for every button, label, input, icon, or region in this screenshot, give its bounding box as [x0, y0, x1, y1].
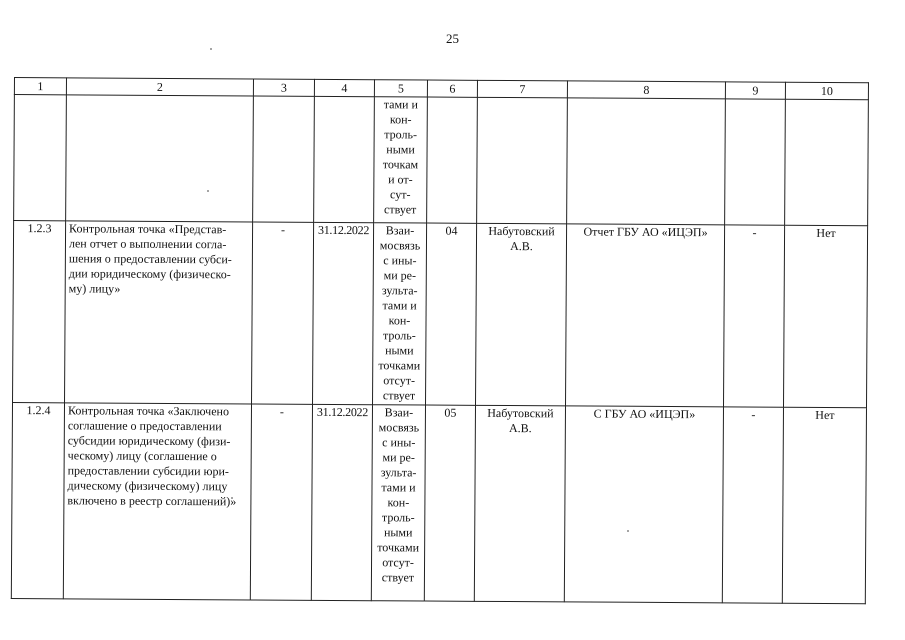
table-cell: [14, 95, 67, 221]
table-cell: [477, 97, 568, 224]
document-cell: Отчет ГБУ АО «ИЦЭП»: [566, 224, 725, 407]
column-header: 10: [785, 82, 868, 100]
control-point-description: Контрольная точка «Заключено соглашение о предоставлении субсидии юридическому (физи- ческому) лицу (соглашение о предоставлении субсидии юри- дическому (физическому) лицу включено в реестр соглашений)»: [63, 403, 251, 600]
executor-cell: Набутовский А.В.: [476, 223, 567, 406]
column-header: 1: [14, 78, 66, 95]
relationship-cell: тами и кон- троль- ными точкам и от- сут- ствует: [374, 97, 428, 223]
column-header: 3: [253, 79, 314, 96]
code-cell: 04: [426, 223, 477, 405]
continuation-row: [14, 95, 869, 226]
end-date-cell: 31.12.2022: [313, 222, 374, 404]
scan-speck: [210, 48, 212, 50]
table-row: [13, 221, 868, 408]
document-cell: С ГБУ АО «ИЦЭП»: [564, 406, 723, 603]
table-row: [11, 402, 866, 603]
column-header: 9: [725, 82, 785, 99]
table-cell: [427, 97, 478, 223]
table-cell: -: [722, 407, 783, 603]
column-header: 5: [374, 80, 427, 97]
executor-cell: Набутовский А.В.: [474, 405, 565, 602]
relationship-cell: Взаи- мосвязь с ины- ми ре- зульта- тами и кон- троль- ными точками отсут- ствует: [373, 223, 427, 405]
start-date-cell: -: [252, 222, 314, 404]
column-header: 6: [427, 80, 477, 97]
column-header: 4: [314, 79, 374, 96]
table-cell: [66, 95, 254, 222]
table-cell: [785, 99, 869, 226]
page-number: 25: [446, 31, 459, 46]
control-point-description: Контрольная точка «Представ- лен отчет о выполнении согла- шения о предоставлении субси- дии юридическому (физическо- му) лицу»: [65, 221, 253, 404]
row-number: 1.2.4: [11, 402, 64, 598]
relationship-cell: Взаи- мосвязь с ины- ми ре- зульта- тами и кон- троль- ными точками отсут- ствует: [371, 405, 425, 601]
code-cell: 05: [424, 405, 475, 601]
row-number: 1.2.3: [13, 221, 66, 403]
column-header: 7: [477, 80, 567, 98]
table-cell: [253, 96, 315, 222]
table-cell: [314, 96, 375, 222]
control-points-table: [11, 77, 869, 604]
table-cell: [567, 98, 726, 225]
end-date-cell: 31.12.2022: [311, 404, 372, 600]
start-date-cell: -: [250, 404, 312, 600]
status-cell: Нет: [783, 225, 867, 408]
table-cell: -: [723, 225, 784, 407]
column-header: 8: [567, 81, 725, 99]
table-cell: [725, 99, 786, 225]
column-header: 2: [66, 78, 253, 96]
status-cell: Нет: [782, 407, 866, 604]
